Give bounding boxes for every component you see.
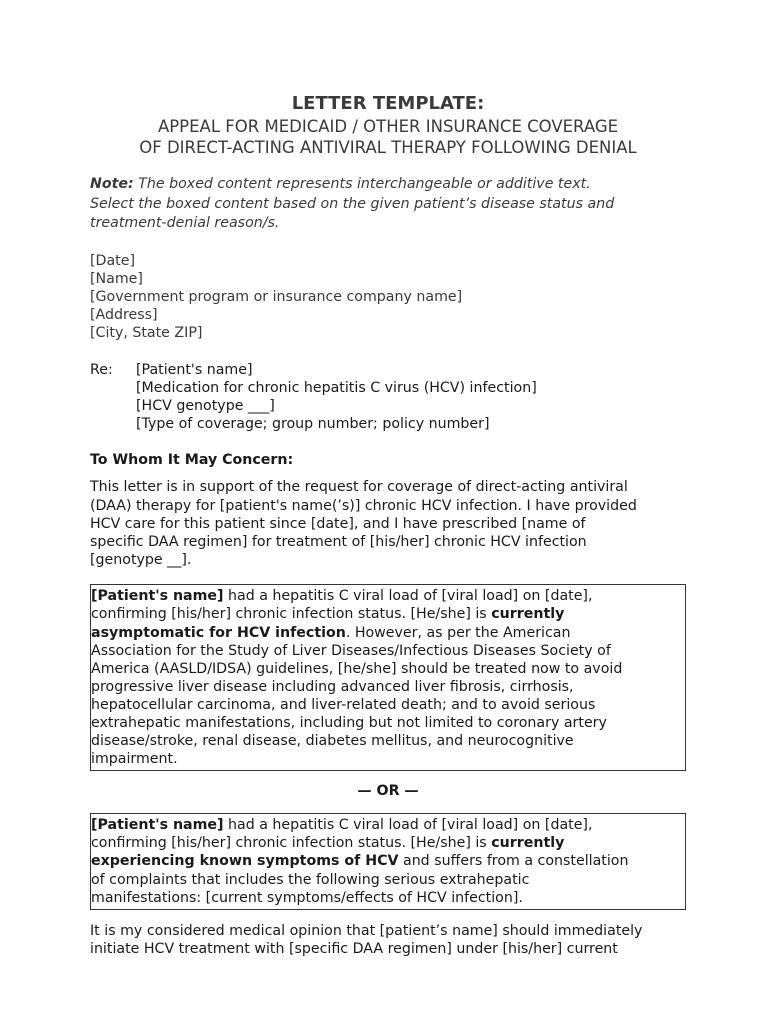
box-line: had a hepatitis C viral load of [viral load] on [date], xyxy=(223,817,593,834)
box-line: and suffers from a constellation xyxy=(398,853,629,870)
closing-line: initiate HCV treatment with [specific DAA regimen] under [his/her] current xyxy=(90,940,618,957)
note-line1: The boxed content represents interchangeable or additive text. xyxy=(133,176,591,192)
re-medication: [Medication for chronic hepatitis C virus (HCV) infection] xyxy=(136,379,537,396)
intro-line: This letter is in support of the request for coverage of direct-acting antiviral xyxy=(90,479,628,496)
closing-line: It is my considered medical opinion that [patient’s name] should immediately xyxy=(90,922,643,939)
letter-page xyxy=(90,92,686,958)
box-line: Association for the Study of Liver Diseases/Infectious Diseases Society of xyxy=(91,642,611,659)
intro-line: HCV care for this patient since [date], and I have prescribed [name of xyxy=(90,515,586,532)
address-date: [Date] xyxy=(90,252,135,269)
letter-subtitle-line2: OF DIRECT-ACTING ANTIVIRAL THERAPY FOLLOWING DENIAL xyxy=(139,138,637,157)
emphasis-text: currently xyxy=(491,835,565,852)
note-block xyxy=(90,175,686,234)
box-line: manifestations: [current symptoms/effects of HCV infection]. xyxy=(91,889,523,906)
letter-subtitle-line1: APPEAL FOR MEDICAID / OTHER INSURANCE COVERAGE xyxy=(157,117,619,136)
re-genotype: [HCV genotype ___] xyxy=(136,397,275,414)
address-street: [Address] xyxy=(90,307,158,324)
emphasis-text: asymptomatic for HCV infection xyxy=(91,624,346,641)
re-coverage: [Type of coverage; group number; policy number] xyxy=(136,416,490,433)
re-label: Re: xyxy=(90,361,113,378)
note-line2: Select the boxed content based on the given patient’s disease status and xyxy=(90,195,615,212)
address-city: [City, State ZIP] xyxy=(90,325,203,342)
letter-title: LETTER TEMPLATE: xyxy=(291,93,485,114)
intro-line: specific DAA regimen] for treatment of [his/her] chronic HCV infection xyxy=(90,533,587,550)
box-line: disease/stroke, renal disease, diabetes mellitus, and neurocognitive xyxy=(91,733,574,750)
re-patient: [Patient's name] xyxy=(136,361,253,378)
emphasis-text: experiencing known symptoms of HCV xyxy=(91,853,399,870)
box-line: . However, as per the American xyxy=(345,624,571,641)
asymptomatic-option-box xyxy=(90,584,686,771)
note-label: Note: xyxy=(90,176,134,192)
note-line3: treatment-denial reason/s. xyxy=(90,215,280,231)
box-line: confirming [his/her] chronic infection status. [He/she] is xyxy=(91,606,492,623)
symptomatic-option-box xyxy=(90,813,686,909)
box-line: of complaints that includes the following serious extrahepatic xyxy=(91,871,530,888)
box-line: progressive liver disease including advanced liver fibrosis, cirrhosis, xyxy=(91,678,574,695)
emphasis-text: currently xyxy=(491,606,565,623)
patient-name-placeholder: [Patient's name] xyxy=(91,588,224,605)
closing-paragraph xyxy=(90,922,686,958)
address-name: [Name] xyxy=(90,270,143,287)
box-line: hepatocellular carcinoma, and liver-related death; and to avoid serious xyxy=(91,696,596,713)
address-org: [Government program or insurance company name] xyxy=(90,288,463,305)
intro-line: (DAA) therapy for [patient's name(’s)] chronic HCV infection. I have provided xyxy=(90,497,637,514)
re-block xyxy=(90,361,686,434)
box-line: had a hepatitis C viral load of [viral load] on [date], xyxy=(223,588,593,605)
salutation: To Whom It May Concern: xyxy=(90,452,294,469)
or-separator: — OR — xyxy=(357,783,419,800)
box-line: America (AASLD/IDSA) guidelines, [he/she] should be treated now to avoid xyxy=(91,660,623,677)
intro-line: [genotype __]. xyxy=(90,552,192,569)
box-line: confirming [his/her] chronic infection status. [He/she] is xyxy=(91,835,492,852)
patient-name-placeholder: [Patient's name] xyxy=(91,817,224,834)
box-line: extrahepatic manifestations, including but not limited to coronary artery xyxy=(91,715,607,731)
intro-paragraph xyxy=(90,478,686,569)
address-block xyxy=(90,252,686,343)
box-line: impairment. xyxy=(91,751,178,768)
